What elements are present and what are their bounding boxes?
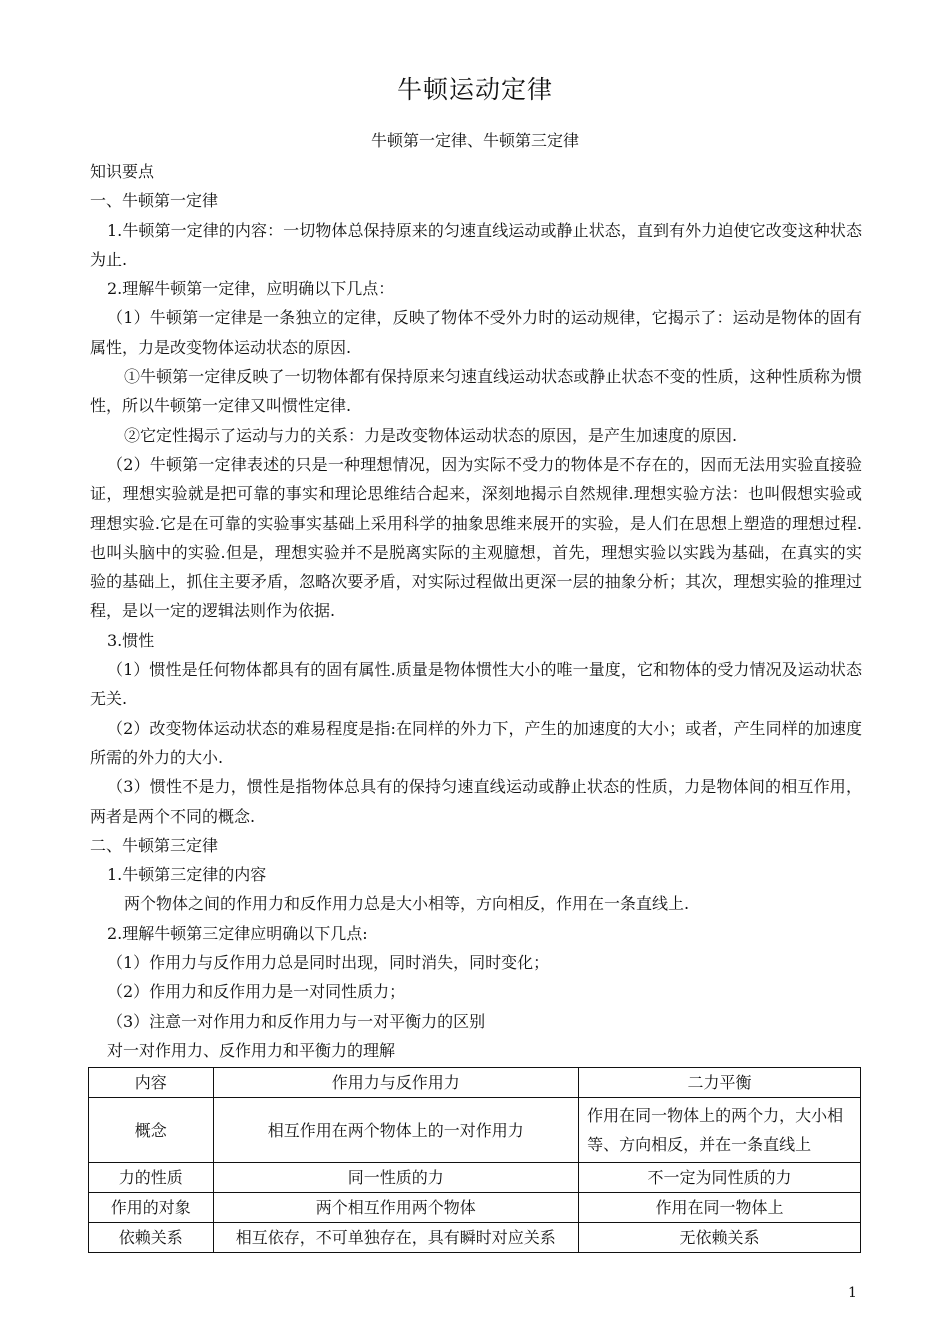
table-cell: 作用的对象 [89, 1193, 214, 1223]
table-cell: 概念 [89, 1098, 214, 1163]
section-heading-third-law: 二、牛顿第三定律 [90, 835, 219, 855]
paragraph-first-law-point-1b: ②它定性揭示了运动与力的关系：力是改变物体运动状态的原因，是产生加速度的原因. [124, 425, 738, 445]
page-number: 1 [848, 1285, 857, 1301]
paragraph-third-law-content-heading: 1.牛顿第三定律的内容 [107, 865, 267, 885]
paragraph-inertia-heading: 3.惯性 [107, 630, 155, 650]
document-body [90, 157, 862, 1065]
paragraph-inertia-point-2: （2）改变物体运动状态的难易程度是指:在同样的外力下，产生的加速度的大小；或者，产生同样的加速度所需的外力的大小. [90, 718, 862, 767]
table-row [89, 1223, 861, 1253]
paragraph-third-law-content: 两个物体之间的作用力和反作用力总是大小相等，方向相反，作用在一条直线上. [124, 894, 690, 914]
paragraph-first-law-content: 1.牛顿第一定律的内容：一切物体总保持原来的匀速直线运动或静止状态，直到有外力迫使它改变这种状态为止. [90, 220, 862, 269]
table-cell: 依赖关系 [89, 1223, 214, 1253]
paragraph-first-law-point-1: （1）牛顿第一定律是一条独立的定律，反映了物体不受外力时的运动规律，它揭示了：运动是物体的固有属性，力是改变物体运动状态的原因. [90, 308, 862, 357]
table-cell: 两个相互作用两个物体 [213, 1193, 579, 1223]
paragraph-first-law-point-1a: ①牛顿第一定律反映了一切物体都有保持原来匀速直线运动状态或静止状态不变的性质，这种性质称为惯性，所以牛顿第一定律又叫惯性定律. [90, 367, 862, 416]
table-cell: 作用在同一物体上 [579, 1193, 861, 1223]
table-row [89, 1193, 861, 1223]
comparison-table [88, 1067, 861, 1253]
paragraph-third-law-understanding: 2.理解牛顿第三定律应明确以下几点: [107, 923, 368, 943]
table-cell: 同一性质的力 [213, 1163, 579, 1193]
document-title: 牛顿运动定律 [396, 75, 553, 104]
paragraph-third-law-point-3: （3）注意一对作用力和反作用力与一对平衡力的区别 [107, 1011, 486, 1031]
table-row [89, 1098, 861, 1163]
table-header-cell: 内容 [89, 1068, 214, 1098]
table-row [89, 1163, 861, 1193]
table-header-cell: 作用力与反作用力 [213, 1068, 579, 1098]
paragraph-first-law-understanding: 2.理解牛顿第一定律，应明确以下几点： [107, 279, 395, 299]
table-header-cell: 二力平衡 [579, 1068, 861, 1098]
section-heading-key-points: 知识要点 [90, 162, 155, 181]
table-cell: 无依赖关系 [579, 1223, 861, 1253]
table-cell: 力的性质 [89, 1163, 214, 1193]
table-cell: 相互作用在两个物体上的一对作用力 [213, 1098, 579, 1163]
paragraph-third-law-point-1: （1）作用力与反作用力总是同时出现，同时消失，同时变化； [107, 953, 550, 973]
paragraph-first-law-point-2: （2）牛顿第一定律表述的只是一种理想情况，因为实际不受力的物体是不存在的，因而无法用实验直接验证，理想实验就是把可靠的事实和理论思维结合起来，深刻地揭示自然规律.理想实验方法：也叫假想实验或理想实验.它是在可靠的实验事实基础上采用科学的抽象思维来展开的实验，是人们在思想上塑造的理想过程.也叫头脑中的实验.但是，理想实验并不是脱离实际的主观臆想，首先，理想实验以实践为基础，在真实的实验的基础上，抓住主要矛盾，忽略次要矛盾，对实际过程做出更深一层的抽象分析；其次，理想实验的推理过程，是以一定的逻辑法则作为依据. [90, 454, 862, 621]
table-header-row [89, 1068, 861, 1098]
paragraph-inertia-point-1: （1）惯性是任何物体都具有的固有属性.质量是物体惯性大小的唯一量度，它和物体的受力情况及运动状态无关. [90, 660, 862, 709]
table-cell: 不一定为同性质的力 [579, 1163, 861, 1193]
paragraph-third-law-point-2: （2）作用力和反作用力是一对同性质力； [107, 982, 406, 1002]
section-heading-first-law: 一、牛顿第一定律 [90, 191, 219, 211]
table-cell: 相互依存，不可单独存在，具有瞬时对应关系 [213, 1223, 579, 1253]
table-cell: 作用在同一物体上的两个力，大小相等、方向相反，并在一条直线上 [579, 1098, 861, 1163]
table-caption: 对一对作用力、反作用力和平衡力的理解 [107, 1040, 396, 1060]
document-subtitle: 牛顿第一定律、牛顿第三定律 [370, 131, 579, 150]
paragraph-inertia-point-3: （3）惯性不是力，惯性是指物体总具有的保持匀速直线运动或静止状态的性质，力是物体间的相互作用，两者是两个不同的概念. [90, 777, 862, 826]
